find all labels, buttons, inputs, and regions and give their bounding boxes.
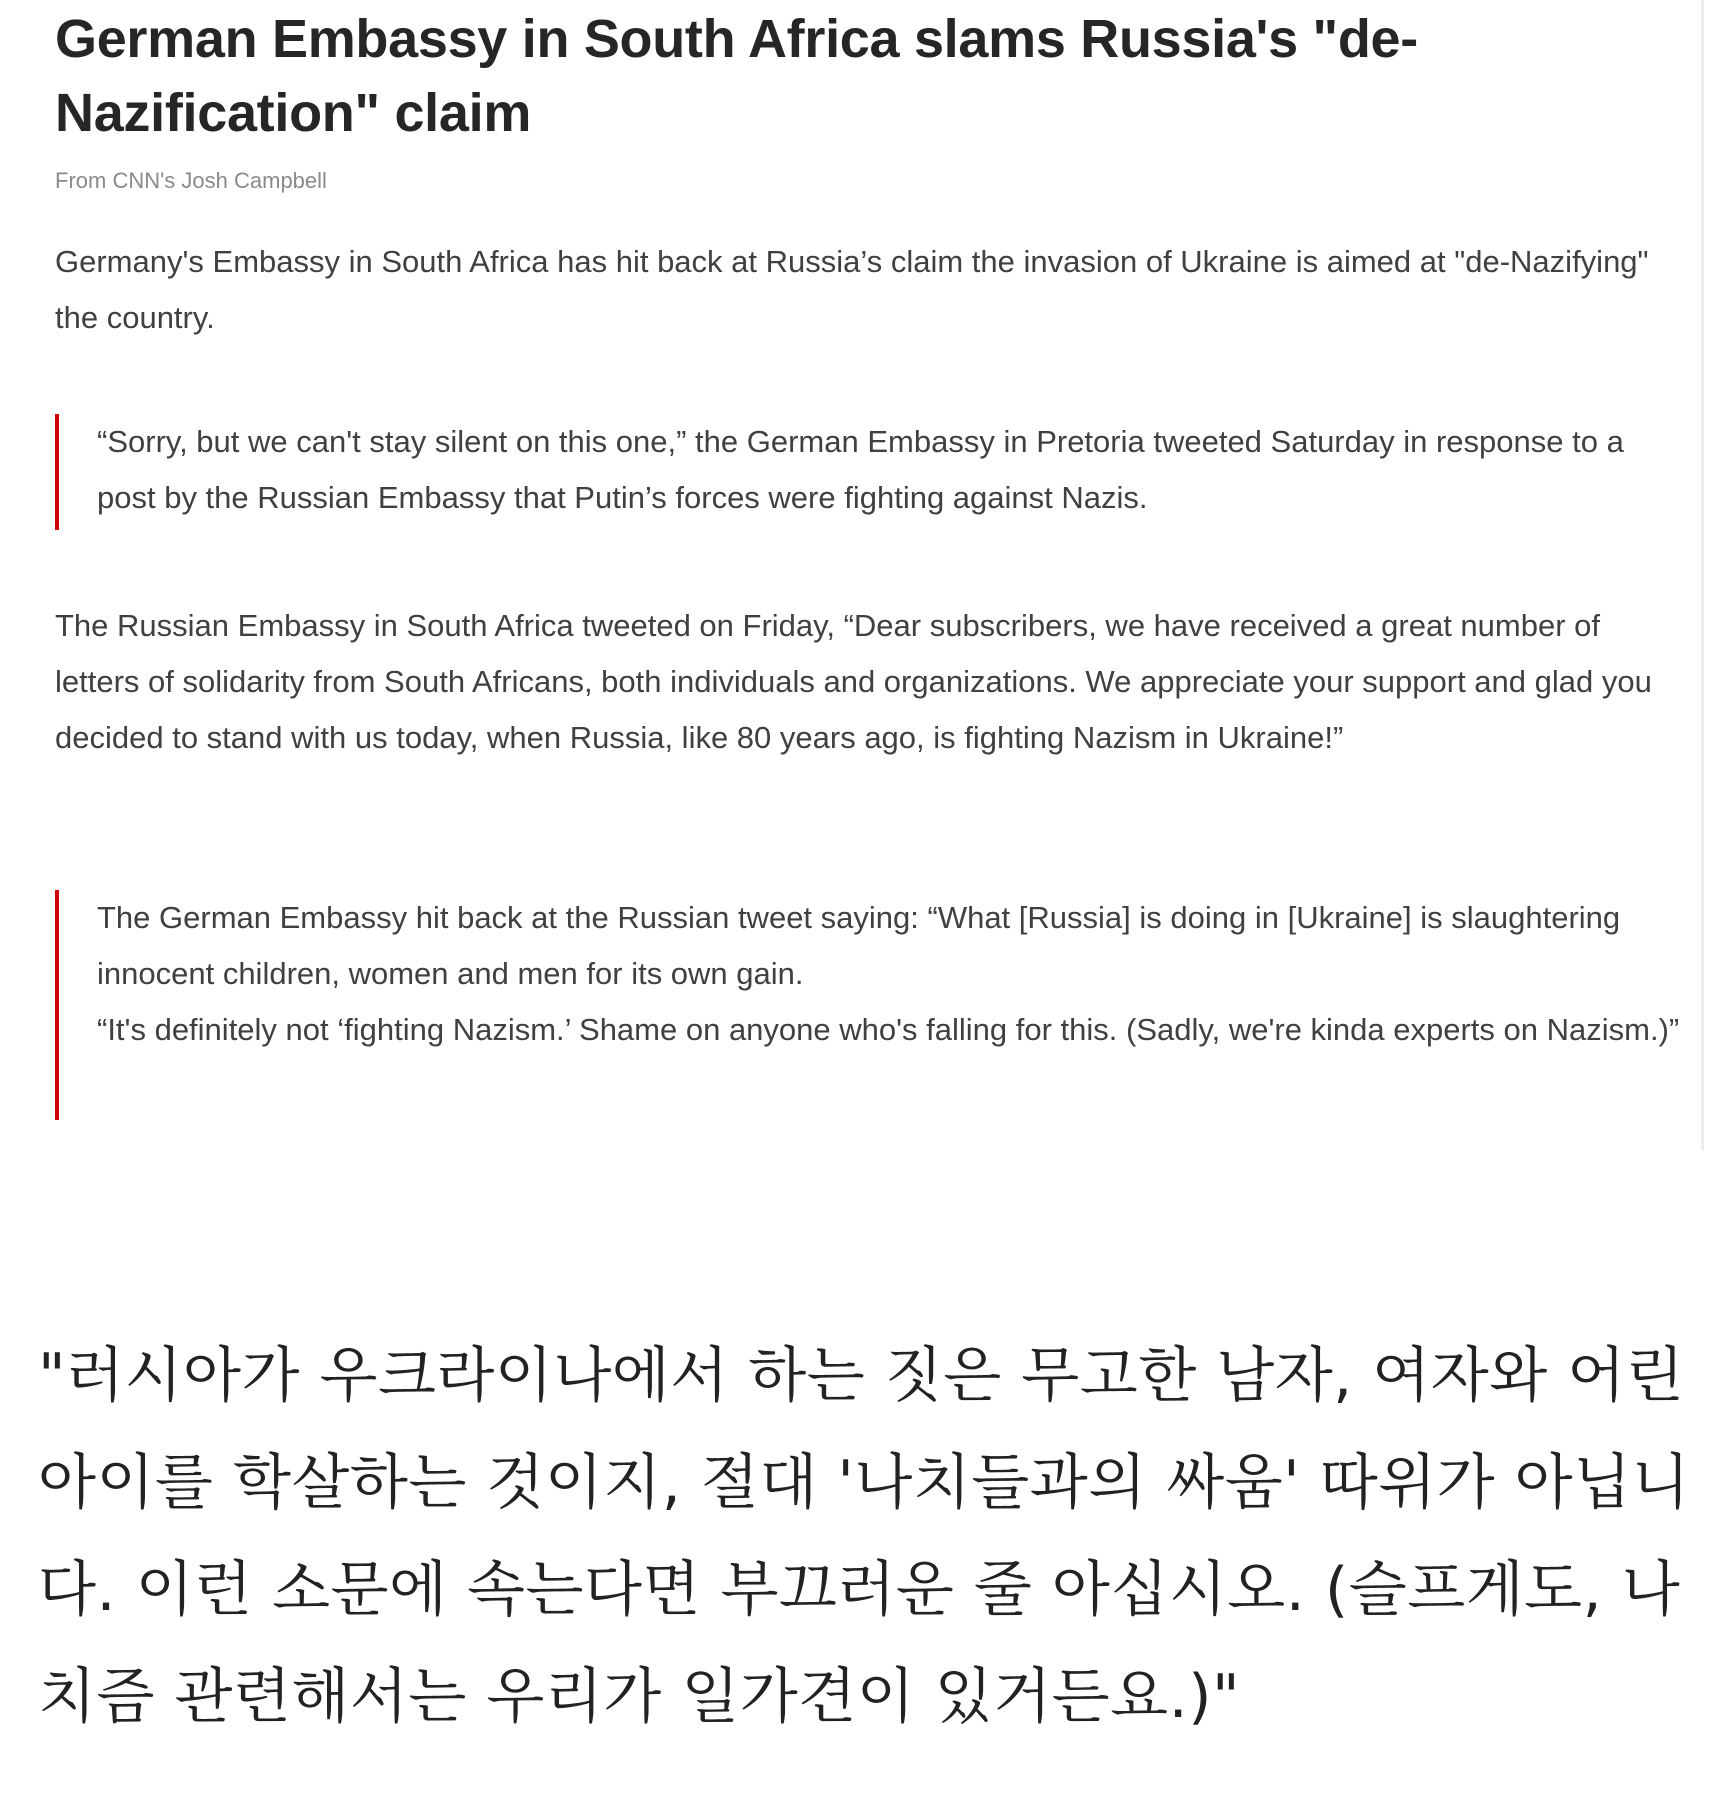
article-paragraph-1: Germany's Embassy in South Africa has hit back at Russia’s claim the invasion of Ukraine is aimed at "de-Nazifying" the country. — [55, 244, 1649, 335]
quote-bar — [55, 414, 59, 530]
article-right-edge — [1701, 0, 1704, 1150]
article-headline: German Embassy in South Africa slams Russia's "de-Nazification" claim — [55, 9, 1418, 143]
quote-bar — [55, 890, 59, 1120]
quote-text: “Sorry, but we can't stay silent on this one,” the German Embassy in Pretoria tweeted Saturday in response to a post by the Russian Embassy that Putin’s forces were fighting against Nazis. — [97, 424, 1624, 515]
blockquote-german-embassy-response — [55, 890, 1685, 1120]
quote-text — [97, 890, 1687, 1058]
blockquote-german-embassy-tweet — [55, 414, 1685, 530]
article-paragraph-2: The Russian Embassy in South Africa tweeted on Friday, “Dear subscribers, we have received a great number of letters of solidarity from South Africans, both individuals and organizations. We appreciate your support and glad you decided to stand with us today, when Russia, like 80 years ago, is fighting Nazism in Ukraine!” — [55, 608, 1652, 755]
quote-line-1: The German Embassy hit back at the Russian tweet saying: “What [Russia] is doing in [Ukraine] is slaughtering innocent children, women and men for its own gain. — [97, 900, 1621, 991]
korean-translation-caption: "러시아가 우크라이나에서 하는 짓은 무고한 남자, 여자와 어린아이를 학살하는 것이지, 절대 '나치들과의 싸움' 따위가 아닙니다. 이런 소문에 속는다면 부끄러운 줄 아십시오. (슬프게도, 나치즘 관련해서는 우리가 일가견이 있거든요.)" — [38, 1341, 1691, 1732]
article-byline: From CNN's Josh Campbell — [55, 168, 327, 193]
quote-line-2: “It's definitely not ‘fighting Nazism.’ Shame on anyone who's falling for this. (Sadly, we're kinda experts on Nazism.)” — [97, 1012, 1680, 1047]
